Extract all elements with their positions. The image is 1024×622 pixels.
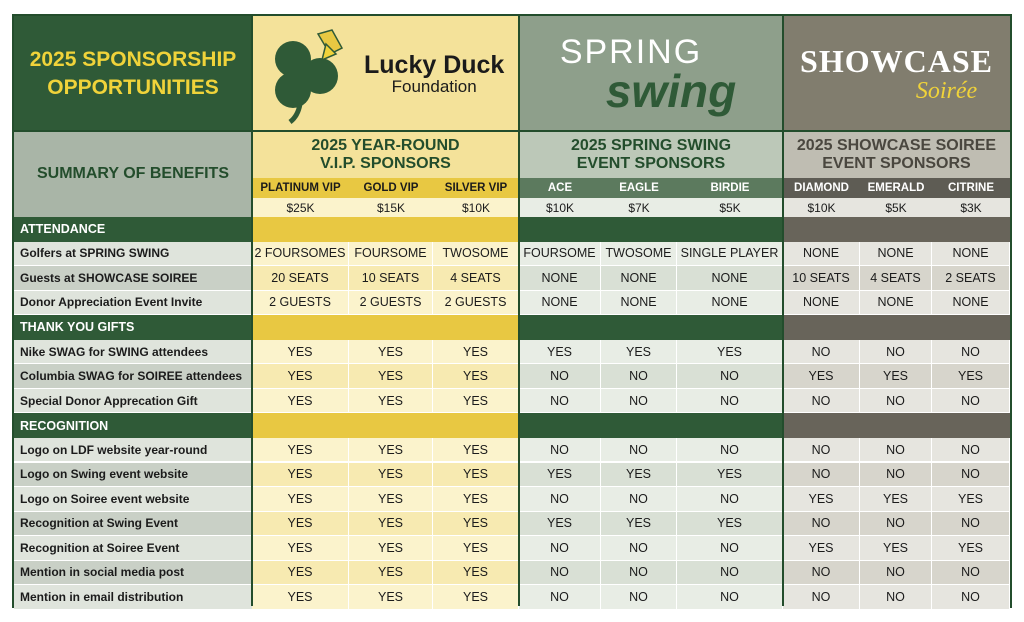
section-header: ATTENDANCE bbox=[14, 217, 252, 242]
benefit-value: YES bbox=[252, 512, 349, 537]
benefit-value: NO bbox=[677, 536, 783, 561]
benefit-value: NONE bbox=[860, 291, 932, 316]
section-band bbox=[519, 315, 783, 340]
benefit-value: NO bbox=[601, 487, 677, 512]
benefit-value: NO bbox=[860, 438, 932, 463]
benefit-value: NO bbox=[860, 463, 932, 488]
benefit-value: YES bbox=[433, 340, 519, 365]
benefit-value: NONE bbox=[519, 266, 601, 291]
row-label: Mention in social media post bbox=[14, 561, 252, 586]
tier-name: EAGLE bbox=[619, 182, 659, 194]
benefit-value: 2 GUESTS bbox=[252, 291, 349, 316]
benefit-value: YES bbox=[252, 585, 349, 610]
benefit-value: YES bbox=[601, 340, 677, 365]
benefit-value: YES bbox=[932, 487, 1010, 512]
tier-birdie bbox=[677, 178, 783, 198]
group-vip-line-1: 2025 YEAR-ROUND bbox=[311, 136, 460, 154]
benefit-value: NO bbox=[932, 340, 1010, 365]
benefit-value: NO bbox=[932, 561, 1010, 586]
group-header-spring-swing bbox=[519, 131, 783, 178]
benefit-value: 10 SEATS bbox=[349, 266, 433, 291]
row-label: Golfers at SPRING SWING bbox=[14, 242, 252, 267]
tier-price: $5K bbox=[885, 200, 907, 215]
price-birdie bbox=[677, 198, 783, 217]
benefit-value: YES bbox=[677, 512, 783, 537]
group-swing-line-1: 2025 SPRING SWING bbox=[570, 136, 732, 154]
benefit-value: NO bbox=[519, 585, 601, 610]
benefit-value: NO bbox=[783, 463, 860, 488]
tier-citrine bbox=[932, 178, 1010, 198]
tier-name: SILVER VIP bbox=[444, 182, 508, 194]
group-showcase-line-1: 2025 SHOWCASE SOIREE bbox=[796, 136, 997, 154]
tier-name: GOLD VIP bbox=[363, 182, 419, 194]
tier-name: CITRINE bbox=[948, 182, 994, 194]
benefit-value: 4 SEATS bbox=[433, 266, 519, 291]
benefit-value: NO bbox=[932, 512, 1010, 537]
benefit-value: YES bbox=[519, 340, 601, 365]
section-header: RECOGNITION bbox=[14, 413, 252, 438]
benefit-value: NO bbox=[783, 438, 860, 463]
benefit-value: NO bbox=[677, 438, 783, 463]
benefit-value: NO bbox=[860, 340, 932, 365]
benefit-value: 20 SEATS bbox=[252, 266, 349, 291]
tier-price: $3K bbox=[960, 200, 982, 215]
benefit-value: 2 GUESTS bbox=[433, 291, 519, 316]
benefit-value: YES bbox=[433, 512, 519, 537]
group-header-vip bbox=[252, 131, 519, 178]
benefit-value: YES bbox=[349, 487, 433, 512]
benefit-value: NO bbox=[860, 512, 932, 537]
section-band bbox=[252, 413, 519, 438]
row-label: Nike SWAG for SWING attendees bbox=[14, 340, 252, 365]
benefit-value: NO bbox=[677, 585, 783, 610]
benefit-value: YES bbox=[519, 512, 601, 537]
row-label: Recognition at Soiree Event bbox=[14, 536, 252, 561]
benefit-value: NONE bbox=[783, 291, 860, 316]
benefit-value: NONE bbox=[601, 266, 677, 291]
title-block bbox=[14, 16, 252, 131]
tier-price: $10K bbox=[807, 200, 836, 215]
benefit-value: NO bbox=[860, 389, 932, 414]
benefit-value: NO bbox=[601, 536, 677, 561]
section-band bbox=[783, 315, 1010, 340]
section-header: THANK YOU GIFTS bbox=[14, 315, 252, 340]
benefit-value: YES bbox=[349, 438, 433, 463]
row-label: Logo on LDF website year-round bbox=[14, 438, 252, 463]
row-label: Logo on Swing event website bbox=[14, 463, 252, 488]
tier-platinum-vip bbox=[252, 178, 349, 198]
benefit-value: YES bbox=[433, 585, 519, 610]
benefit-value: YES bbox=[252, 364, 349, 389]
benefit-value: NO bbox=[519, 389, 601, 414]
benefit-value: YES bbox=[932, 364, 1010, 389]
benefit-value: NO bbox=[601, 585, 677, 610]
section-band bbox=[519, 413, 783, 438]
benefit-value: NO bbox=[783, 340, 860, 365]
benefit-value: NO bbox=[783, 512, 860, 537]
benefit-value: NO bbox=[601, 438, 677, 463]
row-label: Mention in email distribution bbox=[14, 585, 252, 610]
row-label: Logo on Soiree event website bbox=[14, 487, 252, 512]
section-band bbox=[252, 315, 519, 340]
tier-price: $7K bbox=[628, 200, 650, 215]
benefit-value: FOURSOME bbox=[519, 242, 601, 267]
benefit-value: NONE bbox=[932, 291, 1010, 316]
price-silver-vip bbox=[433, 198, 519, 217]
benefit-value: YES bbox=[349, 340, 433, 365]
row-label: Columbia SWAG for SOIREE attendees bbox=[14, 364, 252, 389]
benefit-value: SINGLE PLAYER bbox=[677, 242, 783, 267]
benefit-value: YES bbox=[349, 364, 433, 389]
benefit-value: TWOSOME bbox=[433, 242, 519, 267]
price-diamond bbox=[783, 198, 860, 217]
soiree-word: Soirée bbox=[915, 77, 978, 104]
price-gold-vip bbox=[349, 198, 433, 217]
benefit-value: YES bbox=[932, 536, 1010, 561]
benefit-value: YES bbox=[601, 512, 677, 537]
benefit-value: 2 FOURSOMES bbox=[252, 242, 349, 267]
benefit-value: YES bbox=[783, 364, 860, 389]
price-eagle bbox=[601, 198, 677, 217]
showcase-soiree-logo bbox=[783, 16, 1010, 131]
benefit-value: YES bbox=[433, 536, 519, 561]
price-emerald bbox=[860, 198, 932, 217]
benefit-value: NO bbox=[783, 585, 860, 610]
benefit-value: YES bbox=[519, 463, 601, 488]
benefit-value: NONE bbox=[783, 242, 860, 267]
title-line-1: 2025 SPONSORSHIP bbox=[29, 47, 237, 71]
benefit-value: NO bbox=[601, 389, 677, 414]
benefit-value: NONE bbox=[519, 291, 601, 316]
tier-price: $10K bbox=[461, 200, 491, 215]
benefit-value: NONE bbox=[601, 291, 677, 316]
row-label: Recognition at Swing Event bbox=[14, 512, 252, 537]
benefit-value: NO bbox=[519, 364, 601, 389]
row-label: Special Donor Apprecation Gift bbox=[14, 389, 252, 414]
lucky-duck-name: Lucky Duck bbox=[364, 50, 505, 79]
benefit-value: YES bbox=[349, 561, 433, 586]
summary-label-text: SUMMARY OF BENEFITS bbox=[36, 165, 229, 182]
tier-price: $25K bbox=[286, 200, 315, 215]
section-band bbox=[519, 217, 783, 242]
benefit-value: NO bbox=[932, 463, 1010, 488]
benefit-value: YES bbox=[252, 536, 349, 561]
benefit-value: TWOSOME bbox=[601, 242, 677, 267]
benefit-value: NO bbox=[677, 561, 783, 586]
benefit-value: NONE bbox=[932, 242, 1010, 267]
benefit-value: YES bbox=[601, 463, 677, 488]
section-band bbox=[252, 217, 519, 242]
benefit-value: NO bbox=[519, 561, 601, 586]
benefit-value: YES bbox=[349, 463, 433, 488]
benefit-value: YES bbox=[433, 389, 519, 414]
benefit-value: NO bbox=[783, 389, 860, 414]
benefit-value: NO bbox=[601, 364, 677, 389]
benefit-value: NO bbox=[677, 389, 783, 414]
section-band bbox=[783, 413, 1010, 438]
benefit-value: YES bbox=[252, 340, 349, 365]
benefit-value: YES bbox=[433, 561, 519, 586]
benefit-value: NO bbox=[519, 487, 601, 512]
benefit-value: YES bbox=[433, 438, 519, 463]
summary-label bbox=[14, 131, 252, 217]
benefit-value: 2 GUESTS bbox=[349, 291, 433, 316]
benefit-value: 10 SEATS bbox=[783, 266, 860, 291]
benefit-value: NO bbox=[519, 438, 601, 463]
benefit-value: YES bbox=[677, 340, 783, 365]
tier-eagle bbox=[601, 178, 677, 198]
benefit-value: NO bbox=[677, 487, 783, 512]
price-ace bbox=[519, 198, 601, 217]
row-label: Donor Appreciation Event Invite bbox=[14, 291, 252, 316]
benefit-value: NO bbox=[601, 561, 677, 586]
benefit-value: YES bbox=[252, 463, 349, 488]
benefit-value: 4 SEATS bbox=[860, 266, 932, 291]
benefit-value: YES bbox=[433, 364, 519, 389]
tier-price: $5K bbox=[719, 200, 741, 215]
benefit-value: YES bbox=[783, 487, 860, 512]
price-platinum-vip bbox=[252, 198, 349, 217]
spring-swing-word-2: swing bbox=[605, 64, 737, 117]
tier-price: $15K bbox=[376, 200, 406, 215]
title-line-2: OPPORTUNITIES bbox=[47, 75, 219, 99]
price-citrine bbox=[932, 198, 1010, 217]
benefit-value: NO bbox=[783, 561, 860, 586]
tier-name: ACE bbox=[547, 182, 573, 194]
benefit-value: NO bbox=[677, 364, 783, 389]
sponsorship-table bbox=[12, 14, 1012, 608]
benefit-value: NO bbox=[932, 585, 1010, 610]
benefit-value: NONE bbox=[677, 266, 783, 291]
tier-name: BIRDIE bbox=[710, 182, 750, 194]
tier-ace bbox=[519, 178, 601, 198]
tier-emerald bbox=[860, 178, 932, 198]
benefit-value: NONE bbox=[677, 291, 783, 316]
benefit-value: YES bbox=[860, 364, 932, 389]
benefit-value: YES bbox=[783, 536, 860, 561]
benefit-value: 2 SEATS bbox=[932, 266, 1010, 291]
benefit-value: NO bbox=[860, 585, 932, 610]
clover-duck-icon bbox=[260, 24, 360, 124]
tier-name: DIAMOND bbox=[794, 182, 849, 194]
benefit-value: YES bbox=[677, 463, 783, 488]
tier-name: EMERALD bbox=[867, 182, 925, 194]
showcase-word: SHOWCASE bbox=[800, 42, 993, 79]
benefit-value: YES bbox=[349, 512, 433, 537]
spring-swing-word-1: SPRING bbox=[559, 32, 703, 71]
benefit-value: YES bbox=[252, 389, 349, 414]
benefit-value: YES bbox=[349, 585, 433, 610]
lucky-duck-logo bbox=[252, 16, 519, 131]
group-showcase-line-2: EVENT SPONSORS bbox=[822, 154, 971, 172]
benefit-value: YES bbox=[860, 536, 932, 561]
tier-name: PLATINUM VIP bbox=[260, 182, 341, 194]
benefit-value: NONE bbox=[860, 242, 932, 267]
row-label: Guests at SHOWCASE SOIREE bbox=[14, 266, 252, 291]
benefit-value: YES bbox=[252, 438, 349, 463]
benefit-value: YES bbox=[433, 463, 519, 488]
benefit-value: YES bbox=[349, 389, 433, 414]
tier-diamond bbox=[783, 178, 860, 198]
benefit-value: NO bbox=[932, 438, 1010, 463]
benefit-value: YES bbox=[252, 487, 349, 512]
tier-gold-vip bbox=[349, 178, 433, 198]
tier-silver-vip bbox=[433, 178, 519, 198]
group-swing-line-2: EVENT SPONSORS bbox=[576, 154, 726, 172]
benefit-value: FOURSOME bbox=[349, 242, 433, 267]
benefit-value: NO bbox=[932, 389, 1010, 414]
spring-swing-logo bbox=[519, 16, 783, 131]
group-vip-line-2: V.I.P. SPONSORS bbox=[320, 154, 451, 172]
benefit-value: NO bbox=[519, 536, 601, 561]
benefit-value: NO bbox=[860, 561, 932, 586]
benefit-value: YES bbox=[252, 561, 349, 586]
benefit-value: YES bbox=[860, 487, 932, 512]
benefit-value: YES bbox=[349, 536, 433, 561]
section-band bbox=[783, 217, 1010, 242]
lucky-duck-foundation: Foundation bbox=[391, 76, 477, 96]
group-header-showcase bbox=[783, 131, 1010, 178]
tier-price: $10K bbox=[545, 200, 575, 215]
benefit-value: YES bbox=[433, 487, 519, 512]
